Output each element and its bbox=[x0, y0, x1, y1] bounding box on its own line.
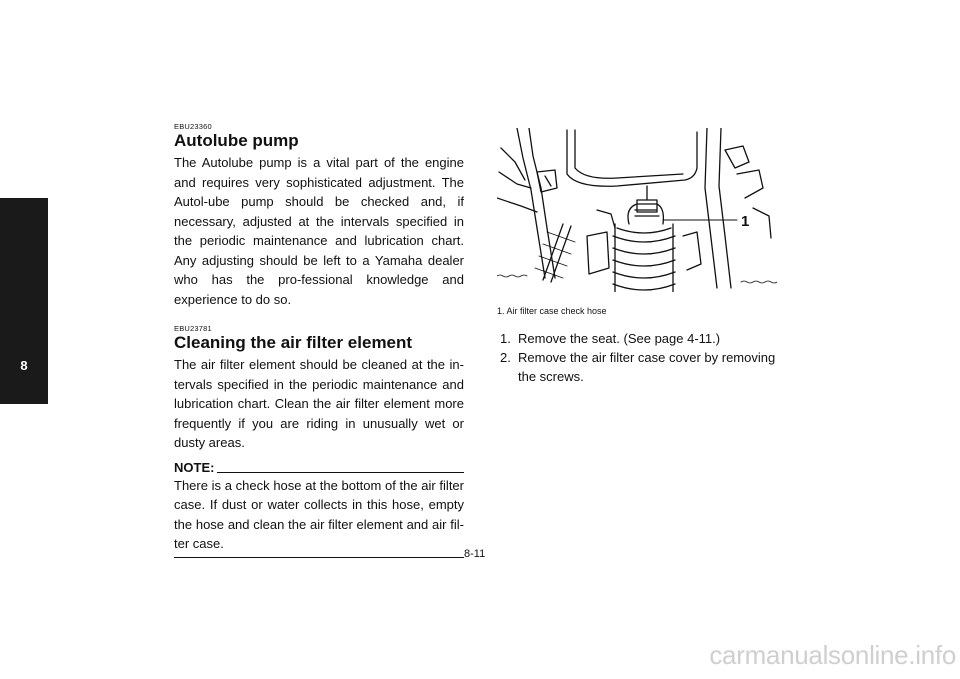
section-code-autolube: EBU23360 bbox=[174, 122, 212, 131]
heading-autolube-pump: Autolube pump bbox=[174, 131, 299, 150]
step-number: 1. bbox=[500, 331, 511, 346]
left-column bbox=[174, 122, 464, 558]
step-item bbox=[500, 348, 780, 386]
step-number: 2. bbox=[500, 350, 511, 365]
air-filter-check-hose-illustration bbox=[497, 128, 777, 292]
note-rule bbox=[217, 472, 464, 473]
procedure-steps bbox=[500, 329, 780, 386]
figure-caption: 1. Air filter case check hose bbox=[497, 306, 607, 316]
note-end-rule bbox=[174, 557, 464, 558]
section-code-air-filter: EBU23781 bbox=[174, 324, 212, 333]
chapter-tab-number: 8 bbox=[20, 358, 28, 373]
heading-air-filter: Cleaning the air filter element bbox=[174, 333, 413, 352]
note-text: There is a check hose at the bottom of the air filter case. If dust or water collects in this hose, empty the hose and clean the air filter element and air fil-ter case. bbox=[174, 477, 464, 551]
step-item bbox=[500, 329, 780, 348]
note-header bbox=[174, 460, 464, 476]
chapter-tab bbox=[0, 198, 48, 404]
paragraph-air-filter: The air filter element should be cleaned at the in-tervals specified in the periodic maintenance and lubrication chart. Clean the air filter element more frequently if you are riding in unusually wet or dusty areas. bbox=[174, 357, 464, 450]
note-label: NOTE: bbox=[174, 459, 215, 475]
watermark: carmanualsonline.info bbox=[709, 640, 956, 670]
page-number: 8-11 bbox=[464, 548, 486, 560]
step-text: Remove the air filter case cover by removing the screws. bbox=[518, 350, 776, 384]
figure-callout-1: 1 bbox=[741, 213, 750, 230]
paragraph-autolube: The Autolube pump is a vital part of the engine and requires very sophisticated adjustment. The Autol-ube pump should be checked and, if necessary, adjusted at the intervals specified in the periodic maintenance and lubrication chart. Any adjusting should be left to a Yamaha dealer who has the pro-fessional knowledge and experience to do so. bbox=[174, 155, 464, 307]
step-text: Remove the seat. (See page 4-11.) bbox=[518, 331, 721, 346]
